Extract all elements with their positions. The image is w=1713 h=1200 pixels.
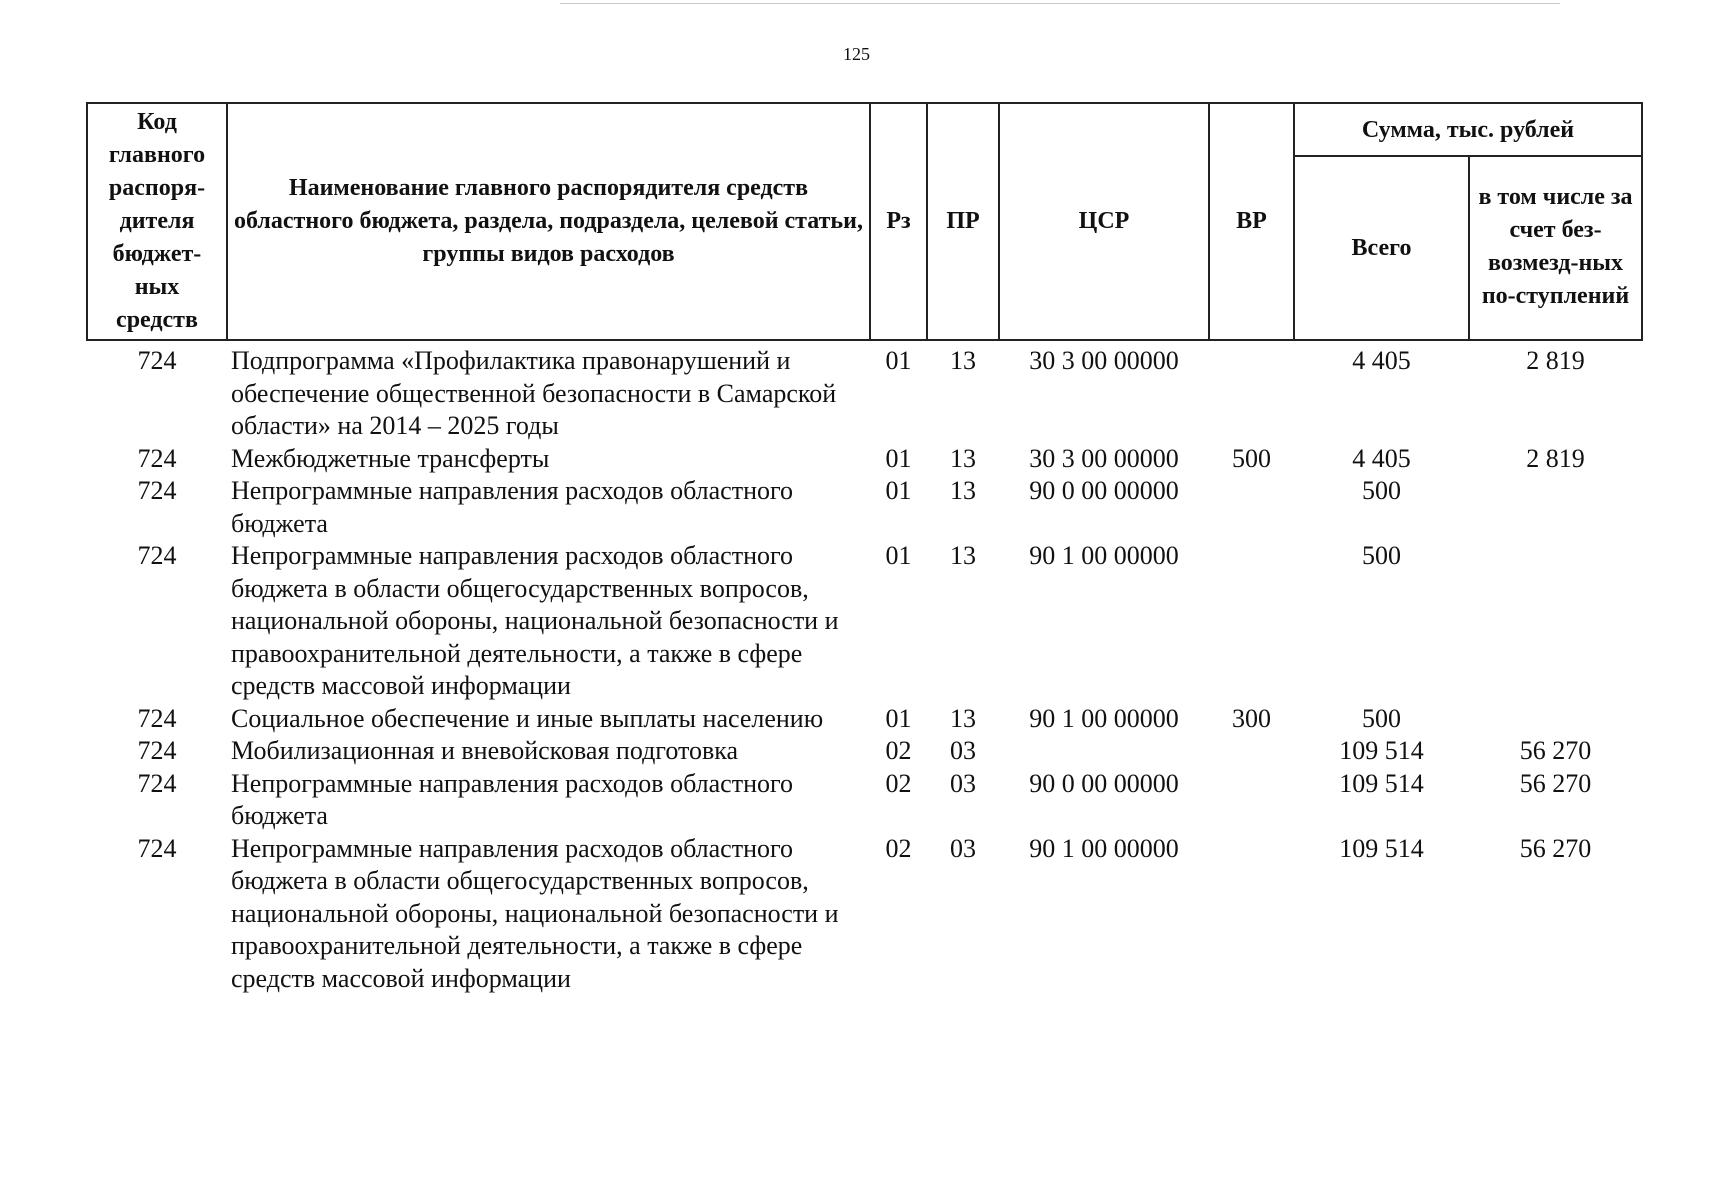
cell-rz: 01 [885, 476, 912, 505]
cell-rz: 02 [885, 768, 912, 798]
header-sum: Сумма, тыс. рублей [1294, 103, 1642, 156]
header-pr: ПР [927, 103, 999, 340]
cell-total: 500 [1362, 703, 1401, 733]
cell-code: 724 [137, 541, 177, 570]
cell-code: 724 [137, 703, 177, 733]
table-body [87, 340, 1642, 995]
cell-vr [1209, 735, 1294, 768]
header-vr: ВР [1209, 103, 1294, 340]
cell-pr: 13 [950, 443, 976, 473]
cell-free [1469, 703, 1642, 736]
cell-rz: 02 [885, 833, 912, 863]
cell-vr [1209, 540, 1294, 703]
cell-name: Непрограммные направления расходов областного бюджета [231, 768, 793, 830]
cell-pr: 03 [950, 768, 976, 798]
cell-code: 724 [137, 768, 177, 798]
cell-name: Подпрограмма «Профилактика правонарушений и обеспечение общественной безопасности в Самарской области» на 2014 – 2025 годы [231, 346, 837, 440]
cell-total: 4 405 [1352, 443, 1411, 473]
cell-free: 56 270 [1519, 833, 1592, 863]
cell-name: Непрограммные направления расходов областного бюджета в области общегосударственных вопросов, национальной обороны, национальной безопасности и правоохранительной деятельности, а также в сфере средств массовой информации [231, 541, 839, 700]
cell-pr: 03 [950, 736, 976, 765]
cell-csr: 90 1 00 00000 [1029, 541, 1179, 570]
cell-csr: 90 1 00 00000 [1029, 703, 1179, 733]
cell-free: 2 819 [1526, 443, 1585, 473]
cell-name: Непрограммные направления расходов областного бюджета [231, 476, 793, 538]
cell-pr: 13 [950, 346, 976, 375]
table-row [87, 768, 1642, 833]
table-row [87, 735, 1642, 768]
cell-vr [1209, 833, 1294, 996]
cell-name: Межбюджетные трансферты [231, 443, 550, 473]
cell-csr [999, 735, 1209, 768]
table-row [87, 703, 1642, 736]
table-row [87, 540, 1642, 703]
cell-csr: 90 1 00 00000 [1029, 833, 1179, 863]
cell-total: 109 514 [1339, 736, 1424, 765]
cell-free: 56 270 [1519, 736, 1592, 765]
header-code: Код главного распоря-дителя бюджет-ных средств [87, 103, 227, 340]
cell-name: Непрограммные направления расходов областного бюджета в области общегосударственных вопросов, национальной обороны, национальной безопасности и правоохранительной деятельности, а также в сфере средств массовой информации [231, 833, 839, 993]
table-header [87, 103, 1642, 340]
cell-code: 724 [137, 346, 177, 375]
cell-rz: 01 [885, 703, 912, 733]
cell-total: 500 [1362, 476, 1401, 505]
cell-name: Мобилизационная и вневойсковая подготовка [231, 736, 739, 765]
cell-free [1469, 475, 1642, 540]
cell-rz: 01 [885, 443, 912, 473]
header-free: в том числе за счет без-возмезд-ных по-ступлений [1469, 156, 1642, 340]
cell-vr [1209, 768, 1294, 833]
cell-total: 500 [1362, 541, 1401, 570]
cell-code: 724 [137, 443, 177, 473]
cell-free: 56 270 [1519, 768, 1592, 798]
page-number: 125 [843, 44, 870, 64]
cell-pr: 13 [950, 476, 976, 505]
cell-code: 724 [137, 833, 177, 863]
cell-csr: 90 0 00 00000 [1029, 768, 1179, 798]
budget-table [86, 102, 1643, 995]
header-name: Наименование главного распорядителя средств областного бюджета, раздела, подраздела, целевой статьи, группы видов расходов [227, 103, 870, 340]
table-row [87, 475, 1642, 540]
cell-rz: 01 [885, 346, 912, 375]
cell-csr: 30 3 00 00000 [1029, 346, 1179, 375]
cell-pr: 13 [950, 703, 976, 733]
cell-pr: 13 [950, 541, 976, 570]
cell-total: 4 405 [1352, 346, 1411, 375]
cell-code: 724 [137, 476, 177, 505]
cell-free: 2 819 [1526, 346, 1585, 375]
cell-total: 109 514 [1339, 833, 1424, 863]
cell-vr [1209, 475, 1294, 540]
cell-vr: 300 [1232, 703, 1271, 733]
top-rule [560, 3, 1560, 4]
cell-csr: 30 3 00 00000 [1029, 443, 1179, 473]
cell-csr: 90 0 00 00000 [1029, 476, 1179, 505]
cell-code: 724 [137, 736, 177, 765]
cell-vr [1209, 340, 1294, 443]
table-row [87, 340, 1642, 443]
table-row [87, 443, 1642, 476]
cell-total: 109 514 [1339, 768, 1424, 798]
table-row [87, 833, 1642, 996]
cell-rz: 01 [885, 541, 912, 570]
header-total: Всего [1294, 156, 1469, 340]
header-rz: Рз [870, 103, 927, 340]
cell-name: Социальное обеспечение и иные выплаты населению [231, 703, 824, 733]
header-csr: ЦСР [999, 103, 1209, 340]
cell-vr: 500 [1232, 443, 1271, 473]
cell-pr: 03 [950, 833, 976, 863]
cell-free [1469, 540, 1642, 703]
cell-rz: 02 [885, 736, 912, 765]
